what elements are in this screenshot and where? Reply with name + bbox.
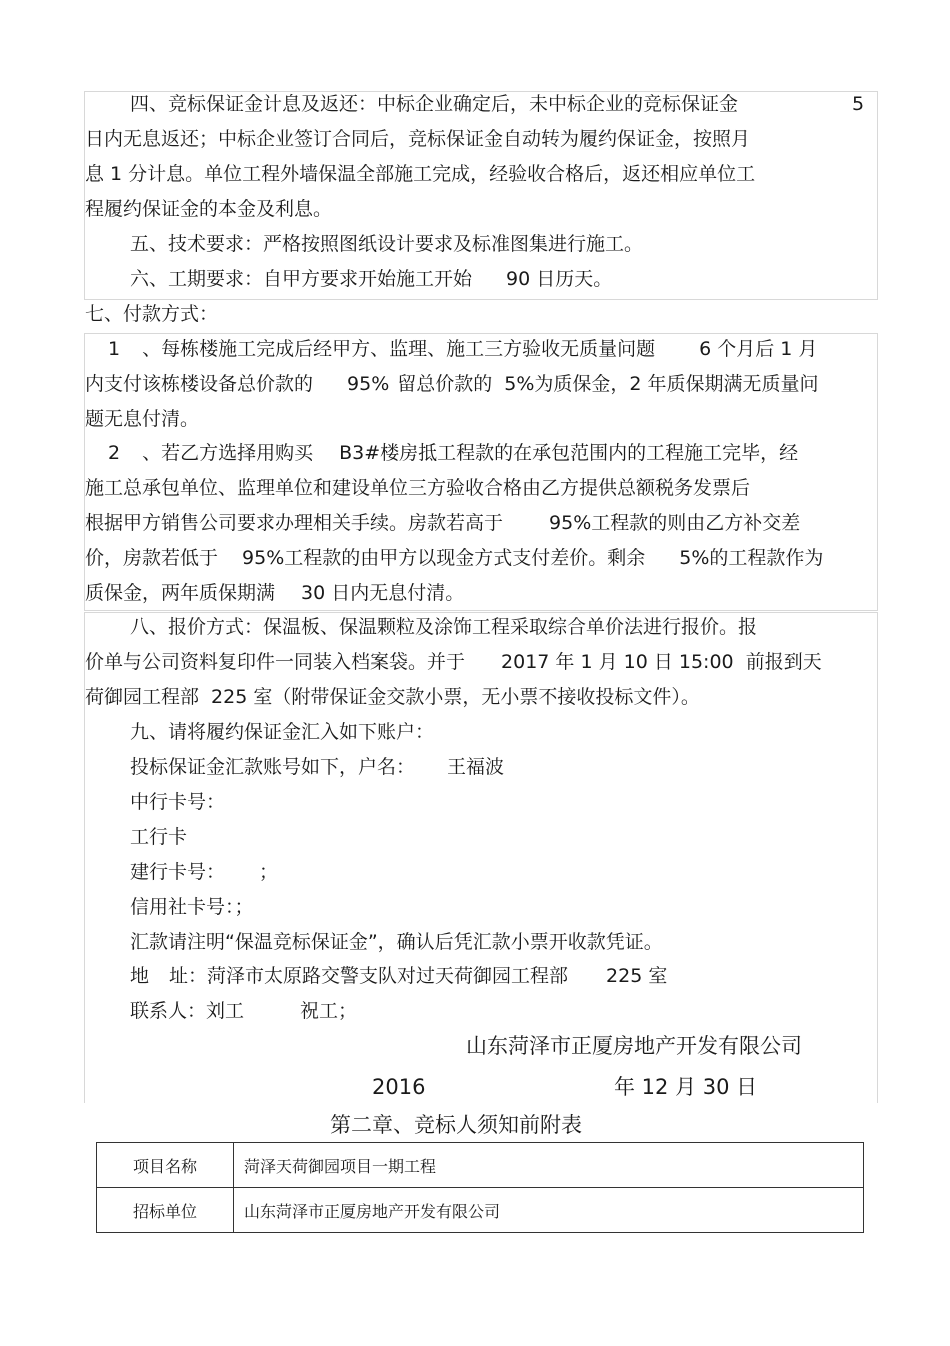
s5-line: 五、技术要求：严格按照图纸设计要求及标准图集进行施工。 — [130, 233, 644, 255]
jianhang-line: 建行卡号： ； — [130, 861, 279, 883]
s4-line-1: 四、竞标保证金计息及返还：中标企业确定后，未中标企业的竞标保证金 — [130, 93, 739, 115]
s4-line-1-number: 5 — [852, 93, 865, 115]
s4-line-2: 日内无息返还；中标企业签订合同后，竞标保证金自动转为履约保证金，按照月 — [85, 128, 751, 150]
chapter-title: 第二章、竞标人须知前附表 — [330, 1113, 582, 1137]
address-line: 地 址：菏泽市太原路交警支队对过天荷御园工程部 225 室 — [130, 965, 668, 987]
table-label: 项目名称 — [97, 1143, 234, 1188]
p1-line-2: 内支付该栋楼设备总价款的 95% 留总价款的 5%为质保金，2 年质保期满无质量问 — [85, 373, 819, 395]
table-row — [97, 1188, 864, 1233]
s4-line-3: 息 1 分计息。单位工程外墙保温全部施工完成，经验收合格后，返还相应单位工 — [85, 163, 756, 185]
table-label: 招标单位 — [97, 1188, 234, 1233]
p2-line-5: 质保金，两年质保期满 30 日内无息付清。 — [85, 582, 465, 604]
s9-line: 九、请将履约保证金汇入如下账户： — [130, 721, 435, 743]
zhonghang-line: 中行卡号： — [130, 791, 226, 813]
table-value: 山东菏泽市正厦房地产开发有限公司 — [234, 1188, 864, 1233]
s8-line-1: 八、报价方式：保温板、保温颗粒及涂饰工程采取综合单价法进行报价。报 — [130, 616, 758, 638]
p1-line-3: 题无息付清。 — [85, 408, 200, 430]
p2-line-2: 施工总承包单位、监理单位和建设单位三方验收合格由乙方提供总额税务发票后 — [85, 477, 751, 499]
info-table — [96, 1142, 864, 1233]
s4-line-4: 程履约保证金的本金及利息。 — [85, 198, 333, 220]
xinyong-line: 信用社卡号：； — [130, 896, 254, 918]
remit-note-line: 汇款请注明“保温竞标保证金”，确认后凭汇款小票开收款凭证。 — [130, 931, 663, 953]
s8-line-2: 价单与公司资料复印件一同装入档案袋。并于 2017 年 1 月 10 日 15:00 前报到天 — [85, 651, 822, 673]
p2-line-1: 2 、若乙方选择用购买 B3#楼房抵工程款的在承包范围内的工程施工完毕，经 — [108, 442, 799, 464]
table-row — [97, 1143, 864, 1188]
contact-line: 联系人：刘工 祝工； — [130, 1000, 358, 1022]
account-line: 投标保证金汇款账号如下，户名： 王福波 — [130, 756, 505, 778]
s8-line-3: 荷御园工程部 225 室（附带保证金交款小票，无小票不接收投标文件）。 — [85, 686, 700, 708]
s7-title: 七、付款方式： — [85, 303, 219, 325]
s6-line: 六、工期要求：自甲方要求开始施工开始 90 日历天。 — [130, 268, 613, 290]
p1-line-1: 1 、每栋楼施工完成后经甲方、监理、施工三方验收无质量问题 6 个月后 1 月 — [108, 338, 818, 360]
table-value: 菏泽天荷御园项目一期工程 — [234, 1143, 864, 1188]
signature-date-rest: 年 12 月 30 日 — [614, 1075, 758, 1099]
signature-date: 2016 — [372, 1075, 426, 1099]
p2-line-3: 根据甲方销售公司要求办理相关手续。房款若高于 95%工程款的则由乙方补交差 — [85, 512, 801, 534]
gonghang-line: 工行卡 — [130, 826, 188, 848]
company-signature: 山东菏泽市正厦房地产开发有限公司 — [466, 1034, 802, 1058]
p2-line-4: 价，房款若低于 95%工程款的由甲方以现金方式支付差价。剩余 5%的工程款作为 — [85, 547, 824, 569]
